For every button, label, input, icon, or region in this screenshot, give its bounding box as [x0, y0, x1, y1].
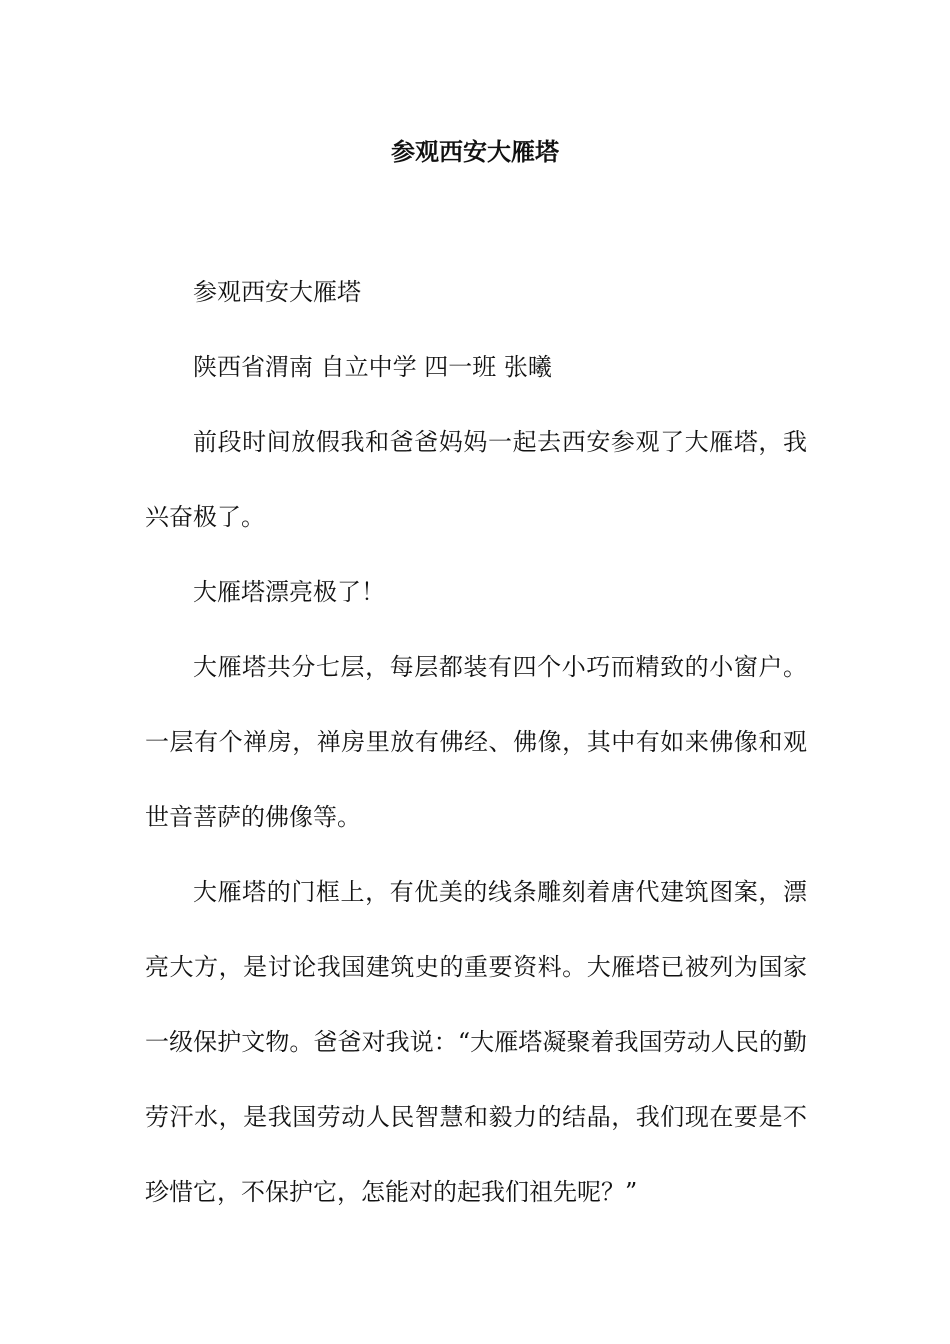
document-title: 参观西安大雁塔 — [391, 137, 559, 166]
paragraph-author: 陕西省渭南 自立中学 四一班 张曦 — [193, 353, 552, 381]
paragraph: 大雁塔共分七层，每层都装有四个小巧而精致的小窗户。一层有个禅房，禅房里放有佛经、佛像，其中有如来佛像和观世音菩萨的佛像等。 — [145, 653, 807, 831]
paragraph-subtitle: 参观西安大雁塔 — [193, 278, 361, 306]
paragraph: 前段时间放假我和爸爸妈妈一起去西安参观了大雁塔，我兴奋极了。 — [145, 428, 807, 531]
paragraph: 大雁塔漂亮极了！ — [193, 578, 385, 606]
paragraph: 大雁塔的门框上，有优美的线条雕刻着唐代建筑图案，漂亮大方，是讨论我国建筑史的重要资料。大雁塔已被列为国家一级保护文物。爸爸对我说：“大雁塔凝聚着我国劳动人民的勤劳汗水，是我国劳动人民智慧和毅力的结晶，我们现在要是不珍惜它，不保护它，怎能对的起我们祖先呢？” — [145, 878, 807, 1206]
document-body — [145, 255, 807, 1230]
